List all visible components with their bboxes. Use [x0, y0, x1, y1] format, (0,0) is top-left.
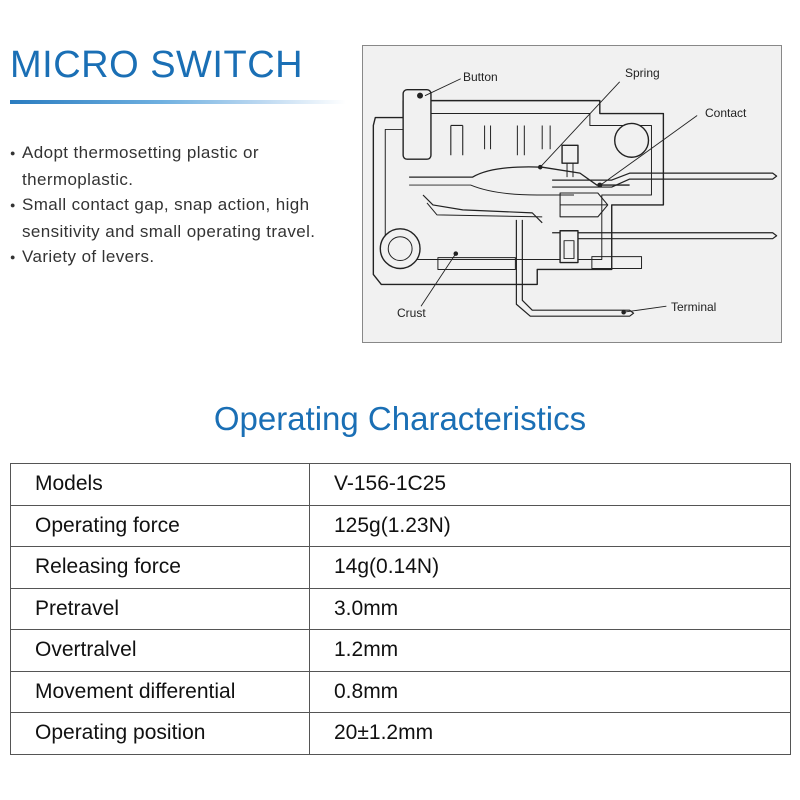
- mount-hole-top: [615, 123, 649, 157]
- table-row: [11, 505, 791, 547]
- button-part: [403, 90, 431, 160]
- label-button: Button: [463, 70, 498, 84]
- upper-terminal: [552, 173, 776, 187]
- row-label: Movement differential: [11, 671, 310, 713]
- spring-leaf: [409, 167, 630, 185]
- feature-list: [10, 140, 362, 271]
- table-row: [11, 588, 791, 630]
- label-crust: Crust: [397, 306, 426, 320]
- table-row: [11, 713, 791, 755]
- row-label: Operating position: [11, 713, 310, 755]
- label-spring: Spring: [625, 66, 660, 80]
- actuator-arm: [423, 195, 542, 223]
- table-row: [11, 464, 791, 506]
- row-value: 0.8mm: [310, 671, 791, 713]
- row-label: Overtralvel: [11, 630, 310, 672]
- row-value: 3.0mm: [310, 588, 791, 630]
- feature-item: ● Variety of levers.: [10, 244, 362, 271]
- row-label: Operating force: [11, 505, 310, 547]
- feature-item: ● Small contact gap, snap action, high sensitivity and small operating travel.: [10, 192, 362, 244]
- characteristics-table: [10, 463, 791, 755]
- row-label: Pretravel: [11, 588, 310, 630]
- section-title: Operating Characteristics: [213, 400, 587, 437]
- lower-block: [560, 231, 578, 263]
- label-terminal: Terminal: [671, 300, 717, 314]
- mount-hole-bottom: [380, 229, 420, 269]
- row-label: Releasing force: [11, 547, 310, 589]
- page-title: MICRO SWITCH: [10, 44, 304, 86]
- table-row: [11, 547, 791, 589]
- switch-schematic: [363, 46, 781, 342]
- row-value: V-156-1C25: [310, 464, 791, 506]
- title-underline: [10, 100, 346, 104]
- row-value: 125g(1.23N): [310, 505, 791, 547]
- table-row: [11, 630, 791, 672]
- row-value: 20±1.2mm: [310, 713, 791, 755]
- lower-terminal: [552, 233, 776, 239]
- row-value: 1.2mm: [310, 630, 791, 672]
- feature-item: ● Adopt thermosetting plastic or thermoplastic.: [10, 140, 362, 192]
- table-row: [11, 671, 791, 713]
- switch-diagram: [362, 45, 782, 343]
- label-contact: Contact: [705, 106, 747, 120]
- contact-block: [562, 145, 578, 163]
- row-label: Models: [11, 464, 310, 506]
- row-value: 14g(0.14N): [310, 547, 791, 589]
